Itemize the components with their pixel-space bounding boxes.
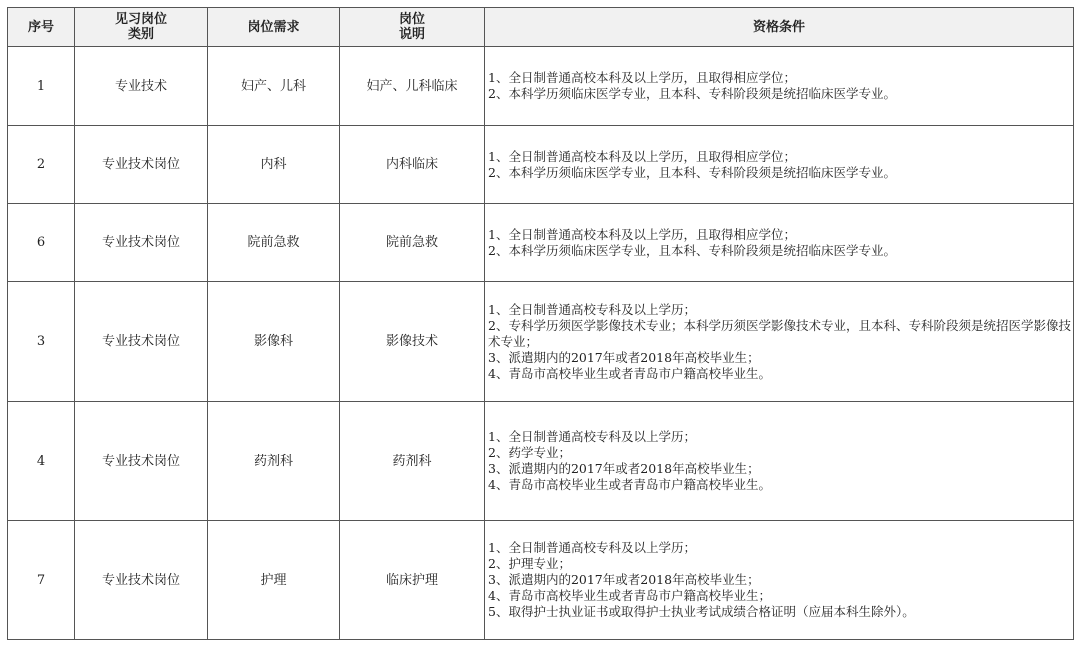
seq-cell: 1 xyxy=(8,47,75,126)
header-category-line1: 见习岗位 xyxy=(114,12,167,27)
demand-cell: 内科 xyxy=(208,126,340,204)
qualification-line: 1、全日制普通高校本科及以上学历，且取得相应学位； xyxy=(488,70,796,85)
header-desc-line2: 说明 xyxy=(398,27,425,42)
qualification-line: 3、派遣期内的2017年或者2018年高校毕业生； xyxy=(488,572,760,587)
desc-cell: 院前急救 xyxy=(340,204,485,282)
qualifications-cell xyxy=(485,282,1074,402)
recruitment-table-container xyxy=(7,7,1074,640)
qualifications-cell xyxy=(485,126,1074,204)
header-desc xyxy=(340,8,485,47)
category-cell: 专业技术岗位 xyxy=(75,126,208,204)
category-cell: 专业技术岗位 xyxy=(75,282,208,402)
demand-cell: 药剂科 xyxy=(208,402,340,521)
qualification-line: 1、全日制普通高校本科及以上学历，且取得相应学位； xyxy=(488,226,796,242)
qualification-line: 2、本科学历须临床医学专业，且本科、专科阶段须是统招临床医学专业。 xyxy=(488,86,896,101)
qualifications-cell xyxy=(485,204,1074,282)
qualifications-cell xyxy=(485,47,1074,126)
demand-cell: 影像科 xyxy=(208,282,340,402)
desc-cell: 妇产、儿科临床 xyxy=(340,47,485,126)
table-row xyxy=(8,126,1074,204)
qualification-line: 4、青岛市高校毕业生或者青岛市户籍高校毕业生。 xyxy=(488,477,771,492)
header-qualifications: 资格条件 xyxy=(485,8,1074,47)
qualifications-cell xyxy=(485,402,1074,521)
category-cell: 专业技术岗位 xyxy=(75,521,208,640)
header-demand: 岗位需求 xyxy=(208,8,340,47)
header-category xyxy=(75,8,208,47)
table-row xyxy=(8,282,1074,402)
seq-cell: 7 xyxy=(8,521,75,640)
qualification-line: 4、青岛市高校毕业生或者青岛市户籍高校毕业生； xyxy=(488,588,771,603)
table-row xyxy=(8,47,1074,126)
qualification-line: 1、全日制普通高校专科及以上学历； xyxy=(488,301,696,317)
qualifications-cell xyxy=(485,521,1074,640)
desc-cell: 内科临床 xyxy=(340,126,485,204)
qualification-line: 2、护理专业； xyxy=(488,556,571,571)
demand-cell: 妇产、儿科 xyxy=(208,47,340,126)
table-row xyxy=(8,521,1074,640)
qualification-line: 1、全日制普通高校专科及以上学历； xyxy=(488,540,696,555)
category-cell: 专业技术 xyxy=(75,47,208,126)
category-cell: 专业技术岗位 xyxy=(75,204,208,282)
qualification-line: 2、药学专业； xyxy=(488,445,571,460)
desc-cell: 药剂科 xyxy=(340,402,485,521)
header-category-line2: 类别 xyxy=(127,27,154,42)
seq-cell: 4 xyxy=(8,402,75,521)
header-seq: 序号 xyxy=(8,8,75,47)
qualification-line: 1、全日制普通高校专科及以上学历； xyxy=(488,429,696,444)
qualification-line: 3、派遣期内的2017年或者2018年高校毕业生； xyxy=(488,461,760,476)
qualification-line: 2、专科学历须医学影像技术专业；本科学历须医学影像技术专业，且本科、专科阶段须是统招医学影像技术专业； xyxy=(488,317,1071,349)
qualification-line: 2、本科学历须临床医学专业，且本科、专科阶段须是统招临床医学专业。 xyxy=(488,164,896,180)
qualification-line: 1、全日制普通高校本科及以上学历，且取得相应学位； xyxy=(488,148,796,164)
category-cell: 专业技术岗位 xyxy=(75,402,208,521)
table-header-row xyxy=(8,8,1074,47)
qualification-line: 5、取得护士执业证书或取得护士执业考试成绩合格证明（应届本科生除外）。 xyxy=(488,604,915,619)
position-table xyxy=(7,7,1074,640)
seq-cell: 2 xyxy=(8,126,75,204)
desc-cell: 影像技术 xyxy=(340,282,485,402)
qualification-line: 3、派遣期内的2017年或者2018年高校毕业生； xyxy=(488,349,760,365)
header-desc-line1: 岗位 xyxy=(398,12,425,27)
qualification-line: 2、本科学历须临床医学专业，且本科、专科阶段须是统招临床医学专业。 xyxy=(488,242,896,258)
table-row xyxy=(8,204,1074,282)
qualification-line: 4、青岛市高校毕业生或者青岛市户籍高校毕业生。 xyxy=(488,365,771,381)
desc-cell: 临床护理 xyxy=(340,521,485,640)
seq-cell: 3 xyxy=(8,282,75,402)
table-row xyxy=(8,402,1074,521)
demand-cell: 护理 xyxy=(208,521,340,640)
seq-cell: 6 xyxy=(8,204,75,282)
demand-cell: 院前急救 xyxy=(208,204,340,282)
